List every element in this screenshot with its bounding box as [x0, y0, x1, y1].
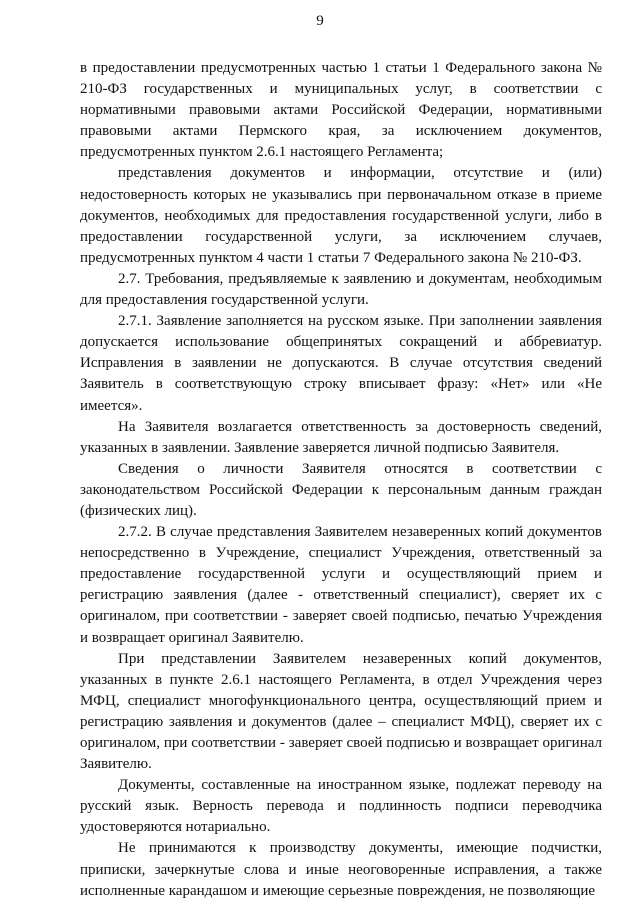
paragraph-not-accepted: Не принимаются к производству документы, имеющие подчистки, приписки, зачеркнутые слова и иные неоговоренные исправления, а также исполненные карандашом и имеющие серьезные повреждения, не позволяющие: [80, 840, 602, 899]
paragraph-documents-info: представления документов и информации, отсутствие и (или) недостоверность которых не указывались при первоначальном отказе в приеме документов, необходимых для предоставления государственной услуги, либо в предоставлении государственной услуги, за исключением случаев, предусмотренных пунктом 4 части 1 статьи 7 Федерального закона № 210-ФЗ.: [80, 165, 602, 266]
paragraph-2-7-2: 2.7.2. В случае представления Заявителем незаверенных копий документов непосредственно в Учреждение, специалист Учреждения, ответственный за предоставление государственной услуги и осуществляющий прием и регистрацию заявления (далее - ответственный специалист), сверяет их с оригиналом, при соответствии - заверяет своей подписью, печатью Учреждения и возвращает оригинал Заявителю.: [80, 524, 602, 646]
document-body: [80, 58, 602, 902]
paragraph-continuation: в предоставлении предусмотренных частью 1 статьи 1 Федерального закона № 210-ФЗ государственных и муниципальных услуг, в соответствии с нормативными правовыми актами Российской Федерации, нормативными правовыми актами Пермского края, за исключением документов, предусмотренных пунктом 2.6.1 настоящего Регламента;: [80, 60, 602, 161]
paragraph-foreign-language: Документы, составленные на иностранном языке, подлежат переводу на русский язык. Верность перевода и подлинность подписи переводчика удостоверяются нотариально.: [80, 777, 602, 836]
paragraph-personal-data: Сведения о личности Заявителя относятся в соответствии с законодательством Российской Федерации к персональным данным граждан (физических лиц).: [80, 460, 602, 519]
paragraph-responsibility: На Заявителя возлагается ответственность за достоверность сведений, указанных в заявлении. Заявление заверяется личной подписью Заявителя.: [80, 418, 602, 456]
section-heading-2-7: 2.7. Требования, предъявляемые к заявлению и документам, необходимым для предоставления государственной услуги.: [80, 270, 602, 309]
page-number: 9: [316, 13, 324, 29]
paragraph-mfc: При представлении Заявителем незаверенных копий документов, указанных в пункте 2.6.1 настоящего Регламента, в отдел Учреждения через МФЦ, специалист многофункционального центра, осуществляющий прием и регистрацию заявления и документов (далее – специалист МФЦ), сверяет их с оригиналом, при соответствии - заверяет своей подписью и возвращает оригинал Заявителю.: [80, 650, 602, 773]
paragraph-2-7-1: 2.7.1. Заявление заполняется на русском языке. При заполнении заявления допускается использование общепринятых сокращений и аббревиатур. Исправления в заявлении не допускаются. В случае отсутствия сведений Заявитель в соответствующую строку вписывает фразу: «Нет» или «Не имеется».: [80, 313, 602, 414]
